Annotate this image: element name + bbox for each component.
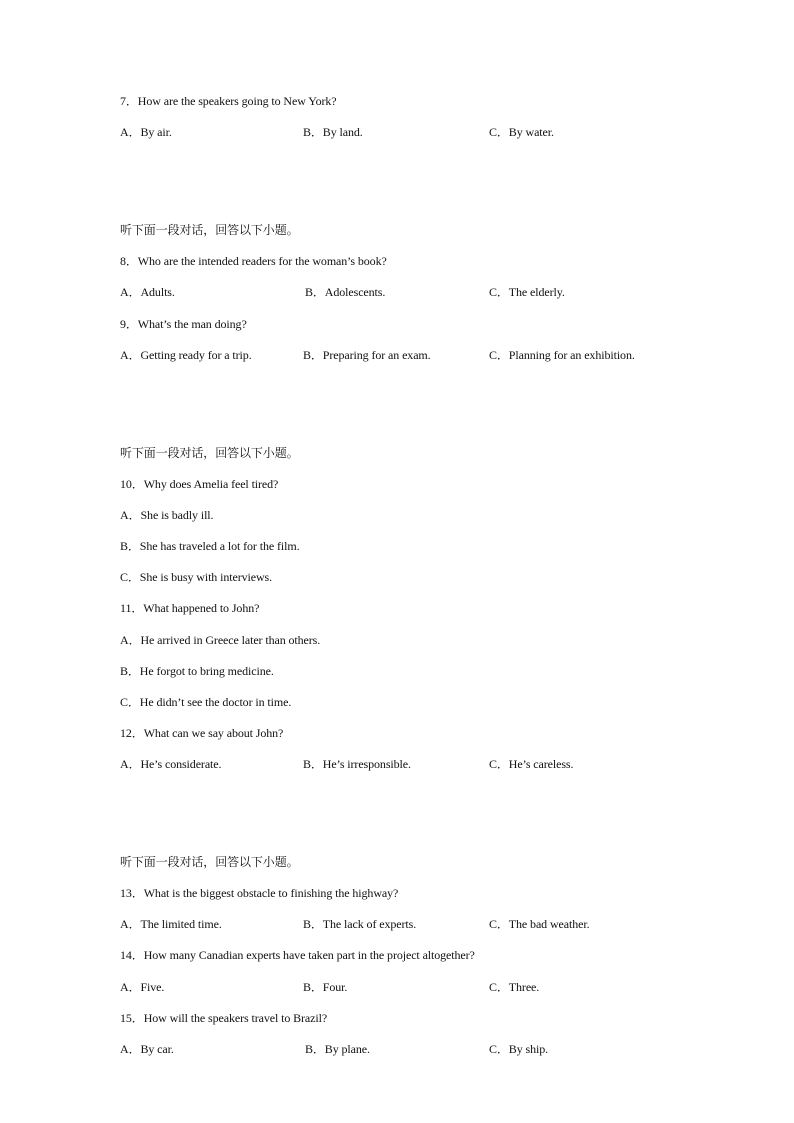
q11-option-a: A．He arrived in Greece later than others. [120,633,321,647]
question-15: 15．How will the speakers travel to Brazil? [120,1011,328,1025]
q10-option-b: B．She has traveled a lot for the film. [120,539,300,553]
q14-option-c: C．Three. [489,980,540,994]
q12-option-a: A．He’s considerate. [120,757,222,771]
q9-option-b: B．Preparing for an exam. [303,348,431,362]
q9-option-a: A．Getting ready for a trip. [120,348,252,362]
question-7: 7．How are the speakers going to New York? [120,94,337,108]
q15-option-a: A．By car. [120,1042,174,1056]
q8-option-a: A．Adults. [120,285,175,299]
q10-option-a: A．She is badly ill. [120,508,214,522]
question-12: 12．What can we say about John? [120,726,284,740]
question-14: 14．How many Canadian experts have taken part in the project altogether? [120,948,475,962]
question-11: 11．What happened to John? [120,601,260,615]
q13-option-b: B．The lack of experts. [303,917,417,931]
q12-option-b: B．He’s irresponsible. [303,757,411,771]
q11-option-b: B．He forgot to bring medicine. [120,664,274,678]
q9-option-c: C．Planning for an exhibition. [489,348,635,362]
q7-option-a: A．By air. [120,125,172,139]
q12-option-c: C．He’s careless. [489,757,574,771]
q14-option-a: A．Five. [120,980,165,994]
section-heading-3: 听下面一段对话，回答以下小题。 [120,446,299,460]
question-10: 10．Why does Amelia feel tired? [120,477,279,491]
q15-option-c: C．By ship. [489,1042,549,1056]
q11-option-c: C．He didn’t see the doctor in time. [120,695,292,709]
section-heading-2: 听下面一段对话，回答以下小题。 [120,223,299,237]
q13-option-a: A．The limited time. [120,917,222,931]
section-heading-4: 听下面一段对话，回答以下小题。 [120,855,299,869]
question-13: 13．What is the biggest obstacle to finishing the highway? [120,886,399,900]
q15-option-b: B．By plane. [305,1042,370,1056]
q8-option-c: C．The elderly. [489,285,565,299]
question-8: 8．Who are the intended readers for the woman’s book? [120,254,387,268]
q14-option-b: B．Four. [303,980,348,994]
q13-option-c: C．The bad weather. [489,917,590,931]
q7-option-b: B．By land. [303,125,363,139]
question-9: 9．What’s the man doing? [120,317,247,331]
q10-option-c: C．She is busy with interviews. [120,570,272,584]
q8-option-b: B．Adolescents. [305,285,386,299]
q7-option-c: C．By water. [489,125,554,139]
